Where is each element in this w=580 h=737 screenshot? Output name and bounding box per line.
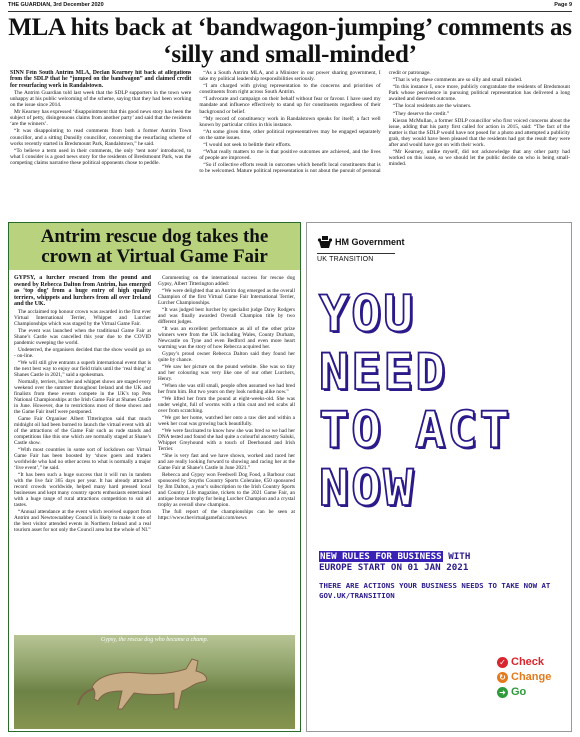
feature-body <box>14 275 295 631</box>
paragraph: “So if collective efforts result in outcomes which benefit local constituents that is to be welcomed. Mature political representation is not about the pursuit of personal credit or patronage. <box>199 70 431 175</box>
paragraph: “I am charged with giving representation to the concerns and priorities of constituents from right across South Antrim. <box>199 83 381 96</box>
main-headline: MLA hits back at ‘bandwagon-jumping’ comments as ‘silly and small-minded’ <box>8 14 572 68</box>
check-icon: ✓ <box>497 657 508 668</box>
paragraph: “She is very fast and we have shown, worked and raced her and are really looking forward to showing and racing her at the Game Fair at Shane’s Castle in June 2021.” <box>158 453 295 471</box>
paragraph: “We will still give entrants a superb international event that is the next best way to enjoy our field trials until the ‘real thing’ at Shanes Castle in 2021,” said a spokesman. <box>14 359 151 378</box>
paragraph: “My record of constituency work in Randalstown speaks for itself; a fact well known by particular critics in this instance. <box>199 115 381 128</box>
header-rule <box>8 11 572 12</box>
paragraph: Kieran McMullan, a former SDLP councillor who first voiced concerns about the issue, adding that his party first called for action in 2015, said: “The fact of the matter is that the SDLP would have not posed for a photo and attempted a publicity grab, they would have been pleased that the residents had got the result they were after and would have got on with their work. <box>388 117 570 149</box>
feature-box <box>8 222 301 732</box>
feature-headline: Antrim rescue dog takes the crown at Virtual Game Fair <box>9 223 300 270</box>
paragraph: GYPSY, a lurcher rescued from the pound and owned by Rebecca Dalton from Antrim, has emerged as ‘top dog’ from a huge entry of high quality terriers, whippets and lurchers from all over Ireland and the UK. <box>14 275 151 308</box>
paragraph: “We got her home, watched her onto a raw diet and within a week her coat was growing back beautifully. <box>158 415 295 427</box>
paragraph: The Antrim Guardian told last week that the SDLP supporters in the town were unhappy at his public welcoming of the scheme, saying that they had been working on the issue since 2014. <box>10 89 192 109</box>
new-rules-date: EUROPE START ON 01 JAN 2021 <box>319 562 469 573</box>
act-now-slogan <box>319 285 559 517</box>
paragraph: “The local residents are the winners. <box>392 103 472 110</box>
dog-icon <box>74 649 224 715</box>
page-number: Page 9 <box>554 2 572 8</box>
paragraph: Game Fair Organiser Albert Titterington said that much midnight oil had been burned to launch the virtual event with all of the attractions of the Game Fair such as rude stands and competitions like this one which are normally staged at Shane’s Castle show. <box>14 415 151 446</box>
publication-date: THE GUARDIAN, 3rd December 2020 <box>8 2 104 8</box>
paragraph: Mr Kearney has expressed ‘disappointment that this good news story has been the subject of petty, disingenuous claims from another party’ and said that the residents ‘are the winners’. <box>10 109 192 128</box>
paragraph: Commenting on the international success for rescue dog Gypsy, Albert Titterington added: <box>158 275 295 287</box>
paragraph: “To believe a term used in their comments, the only ‘tent note’ introduced, to what I consider is a good news story for the residents of Bredsmount Park, was the competing claims narrative these political opponents chose to peddle. <box>10 147 192 166</box>
paragraph: The event was launched when the traditional Game Fair at Shane’s Castle was cancelled this year due to the COVID pandemic sweeping the world. <box>14 327 151 346</box>
paragraph: “It has been such a huge success that it will run in tandem with the live fair 365 days per year. It has already attracted record crowds worldwide, helped many hard pressed local businesses and kept many country sports enthusiasts entertained with a huge range of rural attractions competition to suit all tastes. <box>14 471 151 508</box>
uk-transition-label: UK TRANSITION <box>317 256 374 263</box>
go-label: Go <box>511 686 527 698</box>
paragraph: “I would not seek to belittle their efforts. <box>203 142 292 149</box>
new-rules-text <box>319 551 470 573</box>
go-icon: ➜ <box>497 687 508 698</box>
top-story-body <box>10 70 570 218</box>
transition-advert <box>306 222 572 732</box>
crest-icon <box>317 235 333 249</box>
paragraph: SINN Féin South Antrim MLA, Declan Kearney hit back at allegations from the SDLP that he “jumped on the bandwagon” and claimed credit for resurfacing work in Randalstown. <box>10 70 192 89</box>
paragraph: Gypsy’s proud owner Rebecca Dalton said they found her quite by chance. <box>158 351 295 363</box>
paragraph: Normally, terriers, lurcher and whippet shows are staged every weekend over the summer throughout Ireland and the UK and finalists from these events compete in the UK’s top Pets National Championships at the Irish Game Fair at Shanes Castle in June. However, due to restrictions most of these shows and the Game Fair itself were postponed. <box>14 378 151 415</box>
paragraph: Undeterred, the organisers decided that the show would go on - on-line. <box>14 346 151 359</box>
go-row <box>497 685 551 700</box>
check-label: Check <box>511 656 545 668</box>
paragraph: Rebecca and Gypsy won Feedwell Dog Food, a Barbour coat sponsored by Smyths Country Sports Coleraine, €50 sponsored by Jim Dalton, a year’s subscription to the Irish Country Sports and Country Life magazine, tickets to the 2021 Game Fair, an antique bronze trophy for being Lurcher Champion and a crystal trophy as overall show champion. <box>158 472 295 508</box>
change-icon: ↻ <box>497 672 508 683</box>
photo-caption: Gypsy, the rescue dog who became a champ. <box>100 637 209 643</box>
paragraph: “They deserve the credit.” <box>392 110 450 117</box>
slogan-line: TO ACT <box>319 401 512 459</box>
change-row <box>497 670 551 685</box>
slogan-line: YOU <box>319 285 416 343</box>
check-change-go <box>497 655 551 700</box>
paragraph: “In this instance I, once more, publicly congratulate the residents of Bredsmount Park whose persistence in pursuing political representation has delivered a long awaited and deserved outcome. <box>388 84 570 103</box>
paragraph: “When she was still small, people often assumed we had bred her from him. But two years on they look nothing alike now.” <box>158 383 295 395</box>
new-rules-highlight: NEW RULES FOR BUSINESS <box>320 551 442 562</box>
gov-logo <box>317 233 405 263</box>
paragraph: “We lifted her from the pound at eight-weeks-old. She was under weight, full of worms with a thin coat and red scabs all over from scratching. <box>158 396 295 414</box>
paragraph: “I advocate and campaign on their behalf without fear or favour. I have used my mandate and influence effectively to stand up for constituents regardless of their background or belief. <box>199 96 381 115</box>
paragraph: “As a South Antrim MLA, and a Minister in our power sharing government, I take my political leadership responsibilities seriously. <box>199 70 381 83</box>
slogan-line: NOW <box>319 459 416 517</box>
paragraph: “What really matters to me is that positive outcomes are achieved, and the lives of people are improved. <box>199 149 381 162</box>
paragraph: “At some given time, other political representatives may be engaged separately on the same issues. <box>199 128 381 141</box>
paragraph: “That is why these comments are so silly and small minded. <box>392 77 523 84</box>
paragraph: “Annual attendance at the event which received support from Antrim and Newtownabbey Council is likely to make it one of the best visitor attended events in Northern Ireland and a real tourism asset for not only the Council area but the whole of NI.” <box>14 508 151 533</box>
paragraph: “It was an excellent performance as all of the other prize winners were from the UK including Wales, County Durham, Newcastle on Tyne and even Bedford and even more heart warming was the story of how Rebecca acquired her. <box>158 326 295 350</box>
paragraph: “With most countries in some sort of lockdown our Virtual Game Fair has been boosted by ‘show goers and traders worldwide who had no other access to what is normally a major ‘live event’,” he said. <box>14 446 151 471</box>
check-row <box>497 655 551 670</box>
new-rules-rest: WITH <box>442 551 471 562</box>
gov-divider <box>317 253 395 254</box>
paragraph: “It was judged best lurcher by specialist judge Davy Rodgers and was finally awarded Overall Champion title by two different judges. <box>158 307 295 325</box>
dog-photo <box>14 635 295 729</box>
action-text: THERE ARE ACTIONS YOUR BUSINESS NEEDS TO TAKE NOW AT GOV.UK/TRANSITION <box>319 581 551 600</box>
paragraph: “It was disappointing to read comments from both a former Antrim Town councillor, and a sitting Dunsilly councillor, concerning the resurfacing scheme of works recently started in Bredsmount Park, Randalstown,” he said. <box>10 128 192 147</box>
paragraph: The full report of the championships can be seen at https://www.thevirtualgamefair.com/news <box>158 509 295 521</box>
paragraph: “We saw her picture on the pound website. She was so tiny and her colouring was very like one of our other Lurchers, Henry. <box>158 364 295 382</box>
slogan-line: NEED <box>319 343 448 401</box>
gov-org-name: HM Government <box>335 236 405 247</box>
paragraph: “We were delighted that an Antrim dog emerged as the overall Champion of the first Virtual Game Fair International Terrier, Lurcher Championships. <box>158 288 295 306</box>
paragraph: “We were fascinated to know how she was bred so we had her DNA tested and found she had quite a colourful ancestry Saluki, Whippet Greyhound with a touch of Deerhound and Irish Terrier. <box>158 428 295 452</box>
paragraph: “Mr Kearney, unlike myself, did not acknowledge that any other party had worked on this issue, so we should let the public decide on who is being small-minded. <box>388 149 570 168</box>
paragraph: The acclaimed top honour crown was awarded in the first ever Virtual International Terrier, Whippet and Lurcher Championships which was staged by the Virtual Game Fair. <box>14 308 151 327</box>
change-label: Change <box>511 671 552 683</box>
